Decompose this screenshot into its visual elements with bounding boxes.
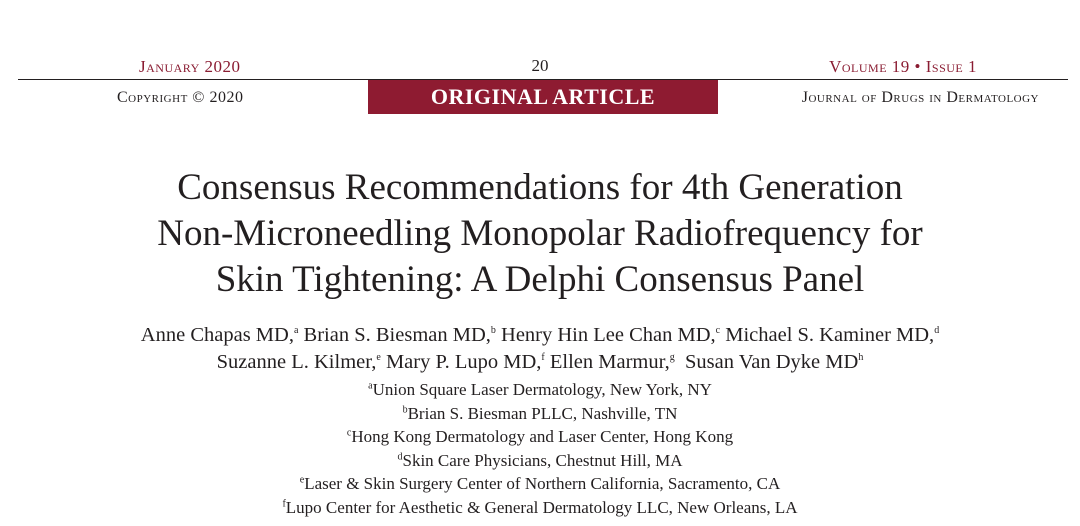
- author-list: [0, 322, 1080, 376]
- affiliation-text: Skin Care Physicians, Chestnut Hill, MA: [402, 450, 683, 470]
- author-sup: e: [376, 352, 381, 364]
- title-line: Non-Microneedling Monopolar Radiofrequency for: [157, 213, 923, 254]
- affiliation-list: [0, 378, 1080, 519]
- sub-header: [0, 80, 1080, 114]
- affiliation-sup: a: [368, 380, 373, 392]
- author-sup: g: [669, 352, 675, 364]
- affiliation: [0, 402, 1080, 426]
- author-name: Susan Van Dyke MD: [685, 351, 859, 373]
- author-sup: f: [541, 352, 545, 364]
- author-name: Henry Hin Lee Chan MD,: [501, 324, 716, 346]
- author-sup: a: [293, 325, 299, 337]
- article-title: [0, 165, 1080, 303]
- affiliation-sup: f: [282, 497, 286, 509]
- affiliation-sup: c: [346, 427, 352, 439]
- section-banner: [368, 80, 718, 114]
- affiliation-sup: b: [402, 403, 408, 415]
- affiliation-text: Brian S. Biesman PLLC, Nashville, TN: [407, 403, 678, 423]
- author-sup: h: [858, 352, 864, 364]
- affiliation: [0, 449, 1080, 473]
- page-number: 20: [531, 56, 549, 75]
- affiliation-text: Laser & Skin Surgery Center of Northern California, Sacramento, CA: [304, 474, 781, 493]
- issue-date: January 2020: [139, 57, 241, 76]
- affiliation-sup: d: [397, 450, 403, 462]
- affiliation-text: Hong Kong Dermatology and Laser Center, Hong Kong: [351, 427, 734, 446]
- author-name: Michael S. Kaminer MD,: [725, 324, 935, 346]
- author-line: [0, 322, 1080, 349]
- section-label: ORIGINAL ARTICLE: [430, 84, 656, 109]
- author-sup: c: [715, 325, 721, 337]
- author-line: [0, 349, 1080, 376]
- copyright: Copyright © 2020: [117, 89, 244, 106]
- title-line: Skin Tightening: A Delphi Consensus Panel: [215, 259, 865, 300]
- author-sup: b: [490, 325, 496, 337]
- affiliation: [0, 496, 1080, 520]
- running-header: [0, 56, 1080, 78]
- author-name: Anne Chapas MD,: [140, 324, 294, 346]
- author-sup: d: [934, 325, 940, 337]
- affiliation: [0, 378, 1080, 402]
- title-line: Consensus Recommendations for 4th Generation: [177, 167, 903, 208]
- author-name: Brian S. Biesman MD,: [303, 324, 491, 346]
- author-name: Mary P. Lupo MD,: [385, 351, 542, 373]
- author-name: Suzanne L. Kilmer,: [216, 351, 377, 373]
- author-name: Ellen Marmur,: [549, 351, 670, 373]
- affiliation-text: Lupo Center for Aesthetic & General Dermatology LLC, New Orleans, LA: [285, 497, 798, 517]
- affiliation: [0, 425, 1080, 449]
- affiliation-text: Union Square Laser Dermatology, New York, NY: [372, 380, 712, 399]
- volume-issue: Volume 19 • Issue 1: [829, 57, 977, 76]
- affiliation-sup: e: [299, 474, 305, 486]
- journal-name: Journal of Drugs in Dermatology: [801, 89, 1039, 106]
- affiliation: [0, 472, 1080, 496]
